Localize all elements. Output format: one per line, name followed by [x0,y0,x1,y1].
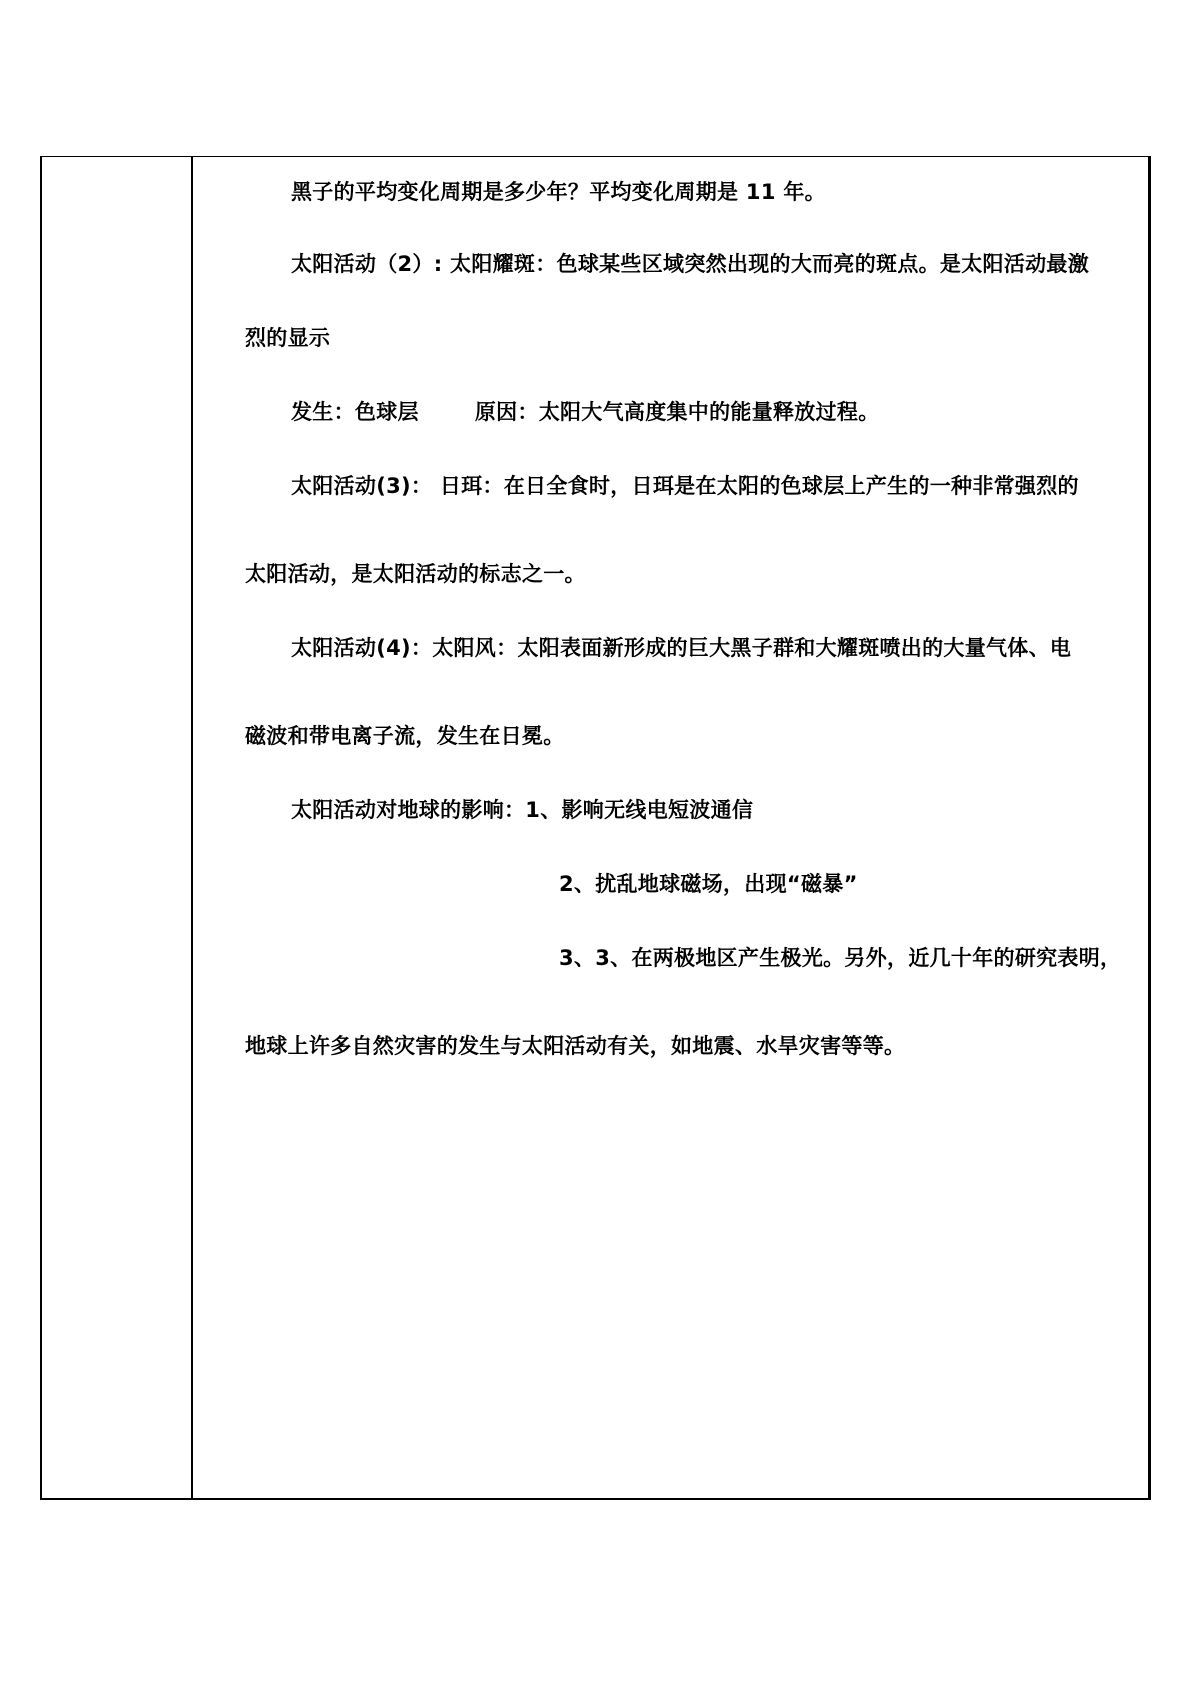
flare-occurrence: 发生：色球层 [291,400,419,424]
paragraph-impact-3: 3、3、在两极地区产生极光。另外，近几十年的研究表明， [559,946,1122,970]
table-left-cell [42,157,193,1498]
table-content-cell [203,157,1148,1498]
paragraph-impact-2: 2、扰乱地球磁场，出现“磁暴” [559,872,858,896]
paragraph-prominence: 太阳活动(3)： 日珥：在日全食时，日珥是在太阳的色球层上产生的一种非常强烈的 [291,474,1079,498]
paragraph-solar-flare-cont: 烈的显示 [245,326,331,350]
paragraph-impact-3-cont: 地球上许多自然灾害的发生与太阳活动有关，如地震、水旱灾害等等。 [245,1034,906,1058]
paragraph-solar-flare: 太阳活动（2）: 太阳耀斑：色球某些区域突然出现的大而亮的斑点。是太阳活动最激 [291,252,1090,276]
paragraph-sunspot-cycle: 黑子的平均变化周期是多少年？平均变化周期是 11 年。 [291,180,826,204]
flare-cause: 原因：太阳大气高度集中的能量释放过程。 [474,400,880,424]
paragraph-solar-wind: 太阳活动(4)：太阳风：太阳表面新形成的巨大黑子群和大耀斑喷出的大量气体、电 [291,636,1072,660]
paragraph-flare-location [291,399,880,425]
paragraph-prominence-cont: 太阳活动，是太阳活动的标志之一。 [245,562,586,586]
document-table [40,156,1151,1500]
paragraph-solar-wind-cont: 磁波和带电离子流，发生在日冕。 [245,724,565,748]
paragraph-earth-impact: 太阳活动对地球的影响：1、影响无线电短波通信 [291,798,754,822]
